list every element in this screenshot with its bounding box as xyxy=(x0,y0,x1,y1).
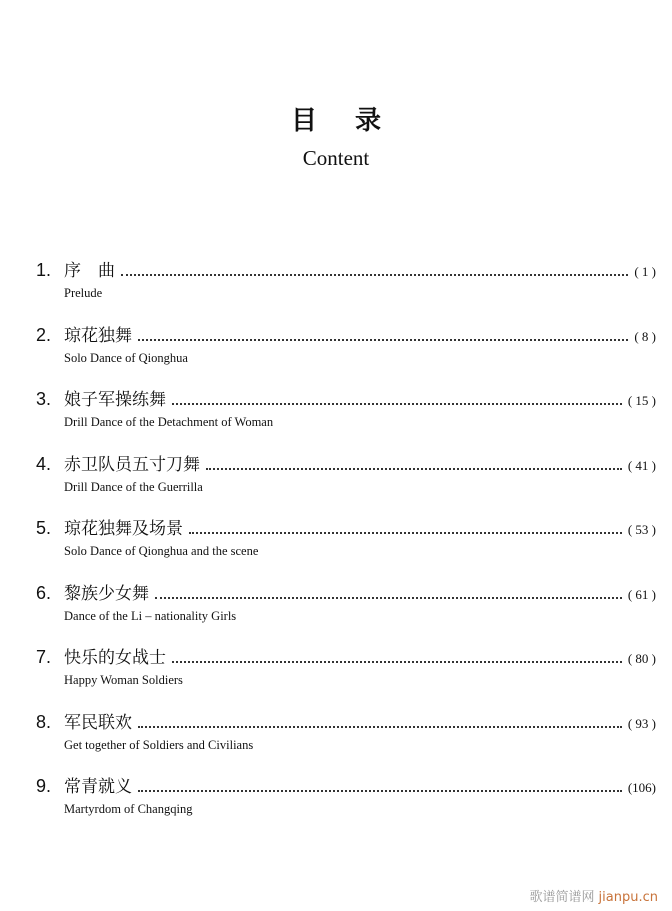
entry-title-zh: 黎族少女舞 xyxy=(64,583,149,604)
entry-title-en: Happy Woman Soldiers xyxy=(64,673,183,687)
entry-page: ( 1 ) xyxy=(634,264,656,279)
entry-page: ( 93 ) xyxy=(627,715,656,731)
watermark xyxy=(530,886,658,905)
entry-number: 9. xyxy=(36,776,52,796)
entry-title-en: Dance of the Li – nationality Girls xyxy=(64,608,237,623)
entry-title-zh: 序 曲 xyxy=(64,261,115,281)
leader-dots xyxy=(138,789,622,792)
entry-page: ( 80 ) xyxy=(627,651,656,666)
toc-entry xyxy=(36,321,656,377)
toc-entry xyxy=(36,708,656,764)
entry-title-en: Get together of Soldiers and Civilians xyxy=(64,737,254,752)
entry-title-en: Drill Dance of the Detachment of Woman xyxy=(64,415,274,429)
entry-page: ( 53 ) xyxy=(627,522,656,537)
entry-title-zh: 军民联欢 xyxy=(64,712,132,733)
entry-title-en: Solo Dance of Qionghua and the scene xyxy=(64,544,259,558)
toc-entry xyxy=(36,256,656,312)
entry-title-zh: 赤卫队员五寸刀舞 xyxy=(64,454,200,475)
entry-title-zh: 快乐的女战士 xyxy=(64,648,166,668)
entry-title-zh: 常青就义 xyxy=(64,777,132,797)
entry-title-en: Prelude xyxy=(64,286,103,300)
toc-entry xyxy=(36,643,656,699)
entry-title-zh: 琼花独舞 xyxy=(64,325,132,346)
leader-dots xyxy=(138,725,622,728)
page-title: 目录 xyxy=(290,106,419,136)
leader-dots xyxy=(172,402,622,405)
toc-entry xyxy=(36,579,656,635)
entry-number: 3. xyxy=(36,389,52,409)
entry-number: 8. xyxy=(36,711,52,732)
watermark-text: 歌谱简谱网 xyxy=(529,890,595,905)
entry-number: 2. xyxy=(36,324,52,345)
entry-title-en: Solo Dance of Qionghua xyxy=(64,350,188,365)
entry-page: ( 61 ) xyxy=(627,586,656,602)
toc-entry xyxy=(36,385,656,441)
entry-number: 1. xyxy=(36,260,52,280)
entry-page: ( 15 ) xyxy=(627,393,656,408)
entry-number: 4. xyxy=(36,453,52,474)
entry-number: 6. xyxy=(36,582,52,603)
entry-title-en: Martyrdom of Changqing xyxy=(64,802,193,816)
entry-title-zh: 娘子军操练舞 xyxy=(64,390,166,410)
leader-dots xyxy=(206,467,622,470)
entry-page: ( 8 ) xyxy=(634,328,656,344)
watermark-url: jianpu.cn xyxy=(598,890,658,905)
toc-entry xyxy=(36,450,656,506)
leader-dots xyxy=(121,273,628,276)
toc-entry xyxy=(36,514,656,570)
entry-number: 5. xyxy=(36,518,52,538)
leader-dots xyxy=(189,531,622,534)
leader-dots xyxy=(138,338,628,341)
toc-entry xyxy=(36,772,656,828)
entry-title-zh: 琼花独舞及场景 xyxy=(64,519,183,539)
entry-title-en: Drill Dance of the Guerrilla xyxy=(64,479,203,494)
page-subtitle: Content xyxy=(302,146,370,170)
leader-dots xyxy=(155,596,622,599)
entry-number: 7. xyxy=(36,647,52,667)
entry-page: (106) xyxy=(627,780,656,795)
entry-page: ( 41 ) xyxy=(627,457,656,473)
leader-dots xyxy=(172,660,622,663)
